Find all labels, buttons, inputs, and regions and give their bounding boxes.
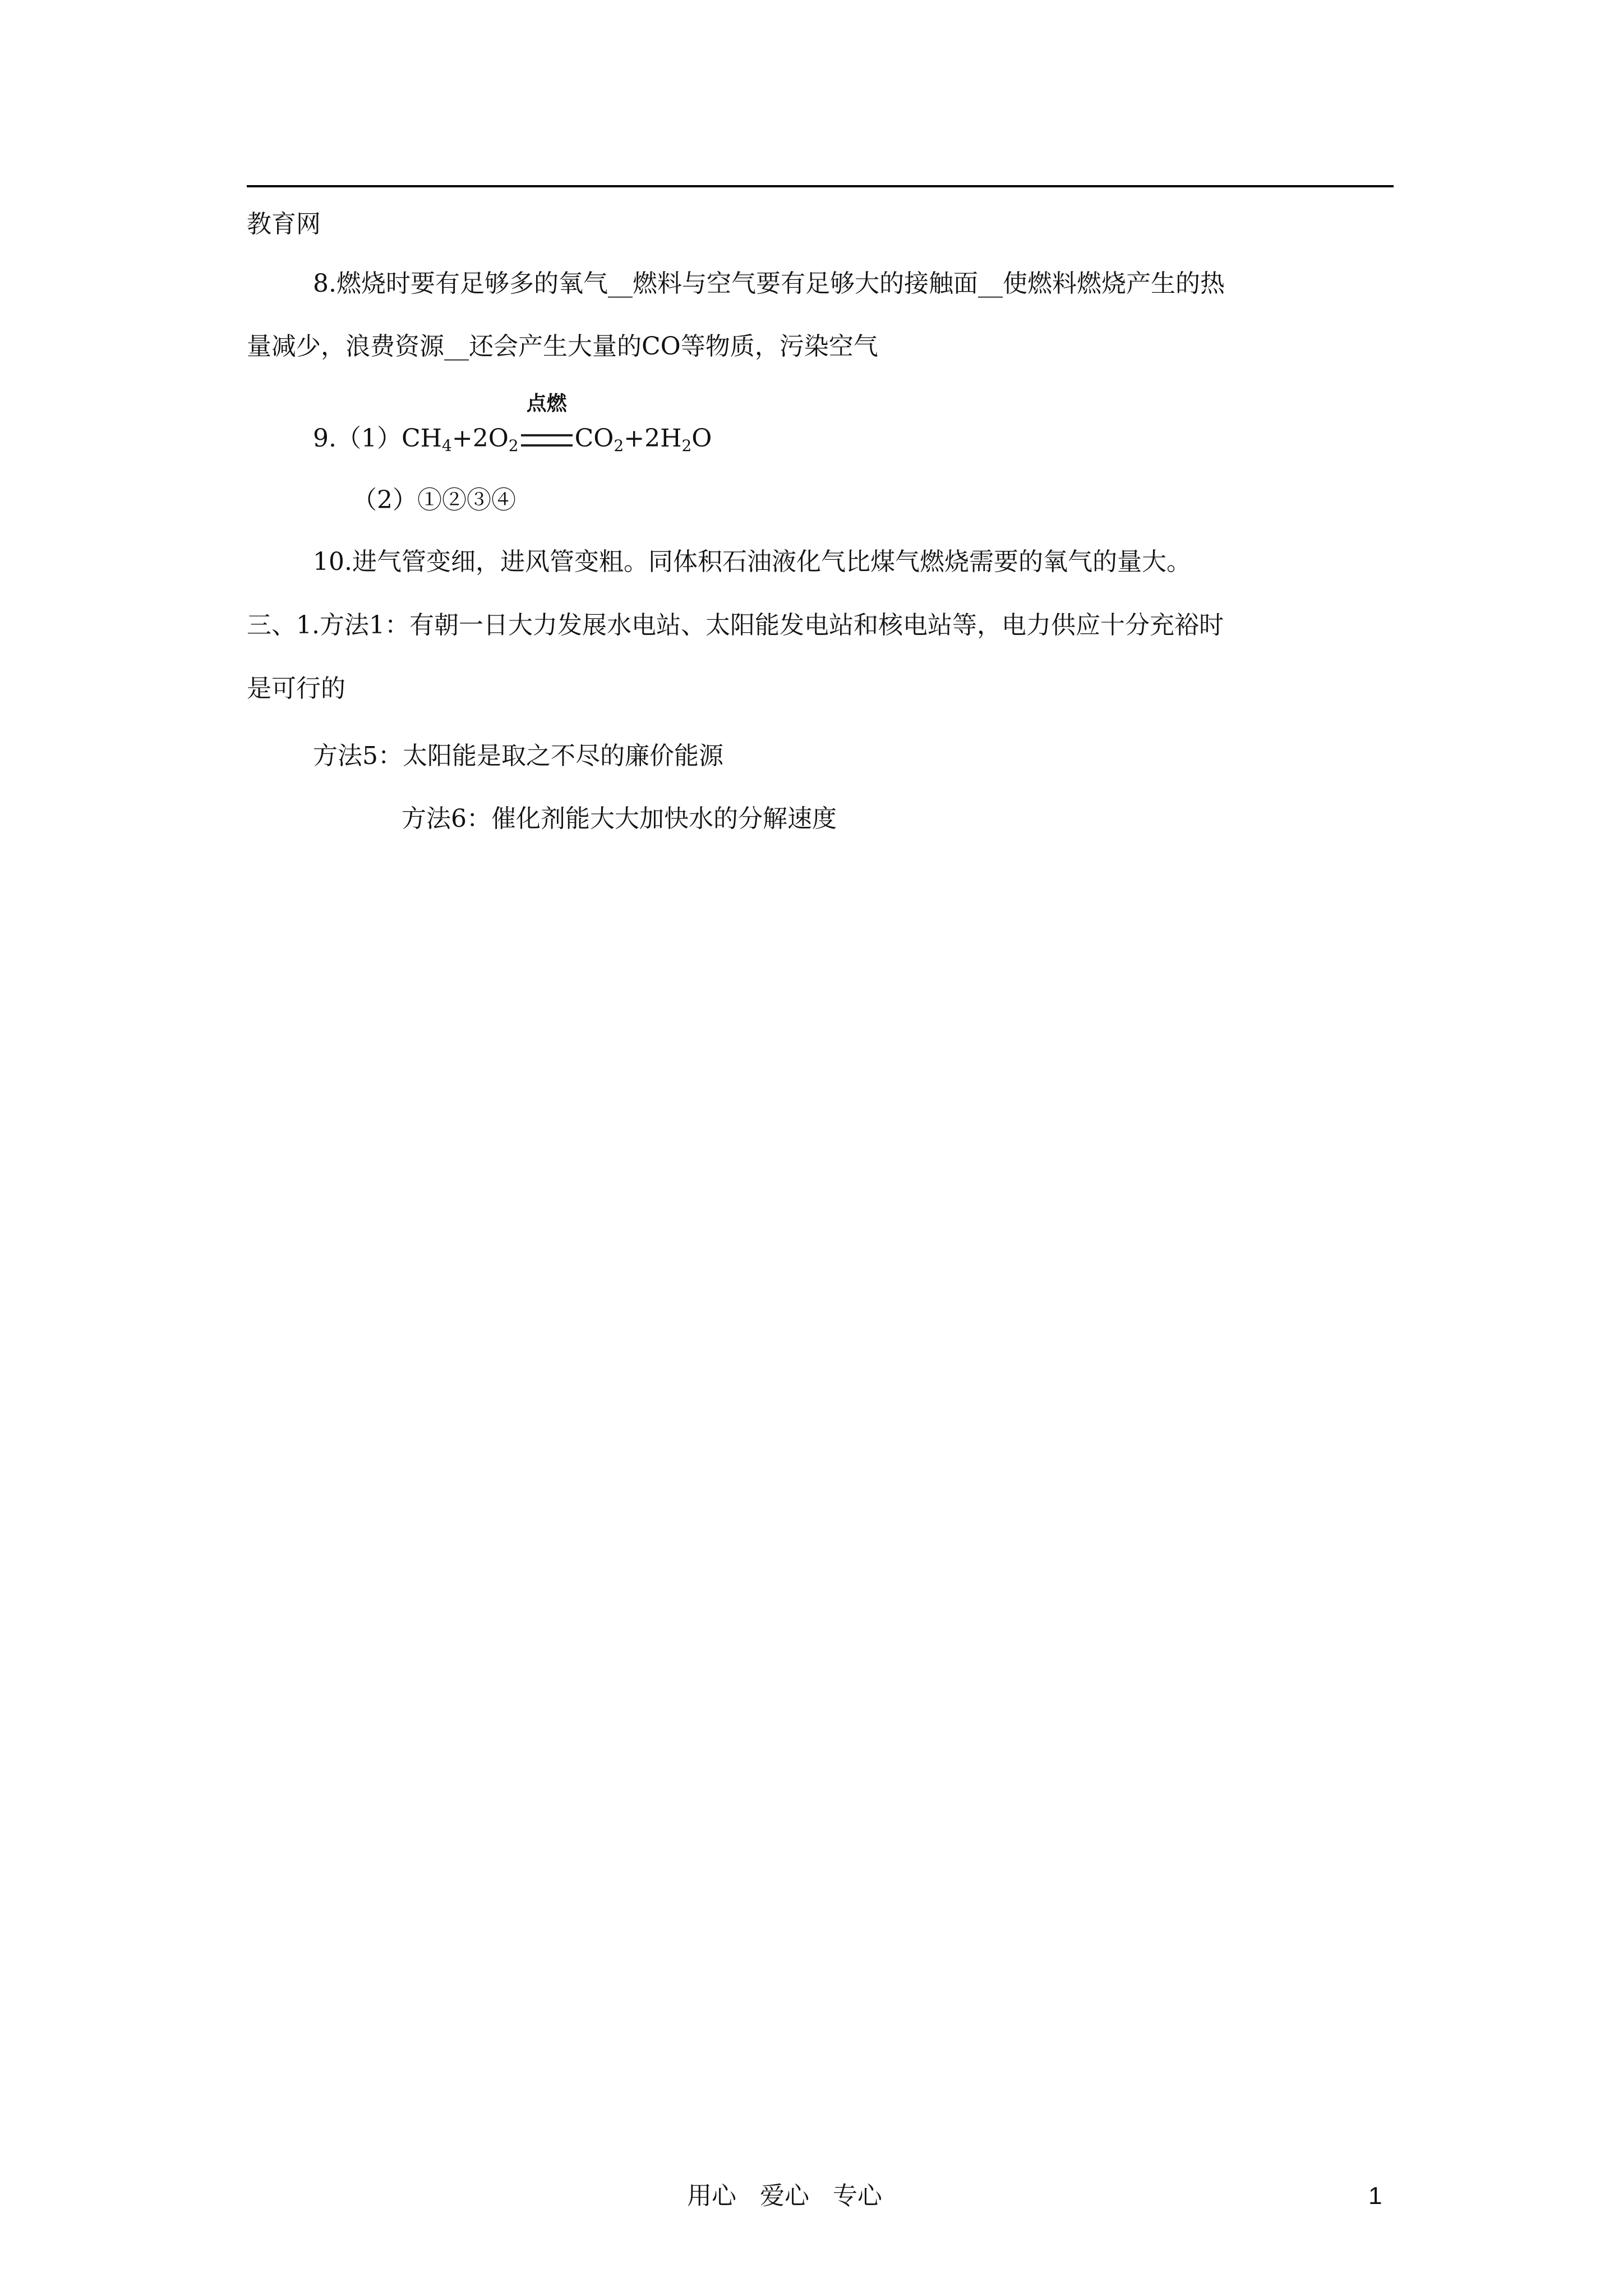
answer-8-line-1: 8.燃烧时要有足够多的氧气__燃料与空气要有足够大的接触面__使燃料燃烧产生的热	[313, 269, 1225, 298]
method-6: 方法6：催化剂能大大加快水的分解速度	[402, 804, 837, 833]
reactant-oxygen: $+2O_2$	[451, 424, 519, 455]
answer-9-part-2: （2）①②③④	[352, 486, 516, 514]
answer-10: 10.进气管变细，进风管变粗。同体积石油液化气比煤气燃烧需要的氧气的量大。	[313, 547, 1191, 576]
section-3-line-2: 是可行的	[247, 674, 345, 703]
answer-9-label: 9.（1）	[313, 424, 402, 453]
product-water: $+2H_2O$	[624, 424, 712, 455]
reactant-methane: $CH_4$	[401, 424, 452, 455]
answer-9-part-1	[313, 392, 712, 455]
header-site-name: 教育网	[247, 210, 321, 238]
product-carbon-dioxide: $CO_2$	[574, 424, 624, 455]
method-5: 方法5：太阳能是取之不尽的廉价能源	[313, 742, 723, 770]
page-number: 1	[1368, 2182, 1382, 2210]
reaction-condition: 点燃	[526, 392, 567, 415]
footer-motto: 用心 爱心 专心	[687, 2182, 882, 2210]
answer-8-line-2: 量减少，浪费资源__还会产生大量的CO等物质，污染空气	[247, 332, 878, 361]
equals-sign	[521, 434, 573, 447]
reaction-arrow	[519, 392, 575, 455]
section-3-line-1: 三、1.方法1：有朝一日大力发展水电站、太阳能发电站和核电站等，电力供应十分充裕时	[247, 611, 1224, 639]
header-rule	[247, 185, 1394, 187]
